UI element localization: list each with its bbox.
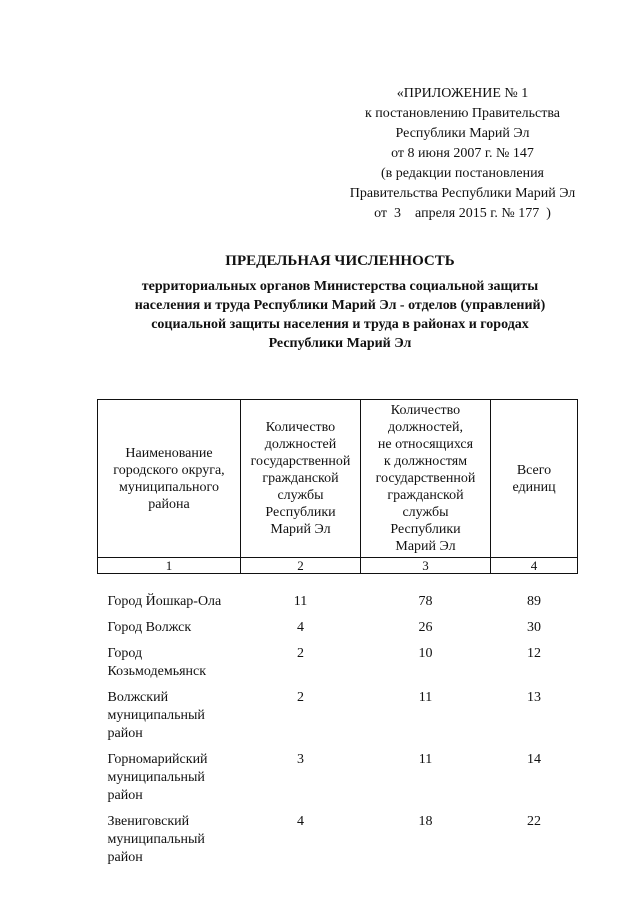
- column-number: 4: [491, 558, 578, 574]
- header-line: службы: [277, 488, 324, 503]
- header-line: Республики: [390, 522, 461, 537]
- header-line: службы: [402, 505, 449, 520]
- header-line: государственной: [250, 454, 351, 469]
- table-row: [98, 574, 578, 620]
- header-line: единиц: [512, 479, 556, 495]
- appendix-line: Республики Марий Эл: [395, 126, 530, 141]
- table-row: [98, 813, 578, 875]
- header-line: Количество: [265, 420, 336, 435]
- district-name-line: район: [107, 726, 143, 741]
- appendix-line: Правительства Республики Марий Эл: [349, 186, 576, 201]
- district-name: [98, 813, 241, 875]
- value-c2: 2: [297, 690, 304, 705]
- header-line: гражданской: [387, 488, 464, 503]
- district-name: [98, 645, 241, 689]
- district-name-line: район: [107, 788, 143, 803]
- district-name-line: Город Волжск: [107, 620, 192, 635]
- district-name-line: муниципальный: [107, 770, 205, 785]
- district-name-line: Горномарийский: [107, 752, 208, 767]
- column-number: 2: [241, 558, 361, 574]
- column-number: 3: [361, 558, 491, 574]
- header-line: муниципального: [119, 479, 219, 495]
- value-c2: 3: [297, 752, 304, 767]
- header-line: района: [148, 496, 190, 512]
- district-name: [98, 619, 241, 645]
- table-body: [98, 574, 578, 876]
- value-c4: 89: [527, 594, 541, 609]
- district-name: [98, 574, 241, 620]
- header-line: Всего: [516, 462, 552, 478]
- header-name: [98, 400, 241, 558]
- district-name: [98, 751, 241, 813]
- value-c2: 2: [297, 646, 304, 661]
- header-line: государственной: [375, 471, 476, 486]
- document-subtitle: [40, 277, 640, 353]
- document-title: ПРЕДЕЛЬНАЯ ЧИСЛЕННОСТЬ: [225, 253, 455, 269]
- value-c2: 4: [297, 620, 304, 635]
- header-line: Марий Эл: [395, 539, 456, 554]
- district-name-line: Город Йошкар-Ола: [107, 594, 222, 609]
- appendix-line: от 3 апреля 2015 г. № 177 ): [374, 206, 551, 221]
- table-row: [98, 751, 578, 813]
- district-name-line: Козьмодемьянск: [107, 664, 207, 679]
- table-row: [98, 619, 578, 645]
- staff-table: [97, 399, 578, 875]
- appendix-line: (в редакции постановления: [380, 166, 545, 181]
- value-c3: 10: [418, 646, 433, 661]
- appendix-line: от 8 июня 2007 г. № 147: [391, 146, 534, 161]
- table-row: [98, 645, 578, 689]
- column-number: 1: [98, 558, 241, 574]
- table-header-row: [98, 400, 578, 558]
- district-name-line: Звениговский: [107, 814, 190, 829]
- appendix-line: «ПРИЛОЖЕНИЕ № 1: [396, 86, 529, 101]
- appendix-block: [300, 84, 625, 224]
- column-number-row: [98, 558, 578, 574]
- value-c3: 18: [418, 814, 433, 829]
- value-c4: 12: [527, 646, 541, 661]
- subtitle-line: населения и труда Республики Марий Эл - отделов (управлений): [134, 298, 546, 313]
- district-name-line: Город: [107, 646, 143, 661]
- value-c2: 11: [293, 594, 308, 609]
- district-name-line: Волжский: [107, 690, 169, 705]
- district-name-line: муниципальный: [107, 832, 205, 847]
- header-line: должностей,: [388, 420, 463, 435]
- value-c3: 11: [418, 752, 433, 767]
- header-line: должностей: [264, 437, 337, 452]
- header-line: к должностям: [383, 454, 468, 469]
- district-name-line: муниципальный: [107, 708, 205, 723]
- header-line: Марий Эл: [270, 522, 331, 537]
- value-c4: 14: [527, 752, 541, 767]
- header-line: гражданской: [262, 471, 339, 486]
- table-row: [98, 689, 578, 751]
- subtitle-line: социальной защиты населения и труда в районах и городах: [151, 317, 529, 332]
- header-line: Количество: [390, 403, 461, 418]
- value-c3: 11: [418, 690, 433, 705]
- header-line: городского округа,: [113, 462, 225, 478]
- district-name: [98, 689, 241, 751]
- header-civil-positions: [241, 400, 361, 558]
- value-c4: 30: [527, 620, 541, 635]
- header-line: Наименование: [125, 445, 213, 461]
- header-total: [491, 400, 578, 558]
- value-c4: 22: [527, 814, 541, 829]
- header-line: Республики: [265, 505, 336, 520]
- subtitle-line: Республики Марий Эл: [268, 336, 412, 351]
- header-other-positions: [361, 400, 491, 558]
- value-c2: 4: [297, 814, 304, 829]
- subtitle-line: территориальных органов Министерства социальной защиты: [141, 279, 539, 294]
- appendix-line: к постановлению Правительства: [364, 106, 561, 121]
- header-line: не относящихся: [377, 437, 474, 452]
- value-c4: 13: [527, 690, 541, 705]
- district-name-line: район: [107, 850, 143, 865]
- value-c3: 78: [418, 594, 433, 609]
- value-c3: 26: [418, 620, 433, 635]
